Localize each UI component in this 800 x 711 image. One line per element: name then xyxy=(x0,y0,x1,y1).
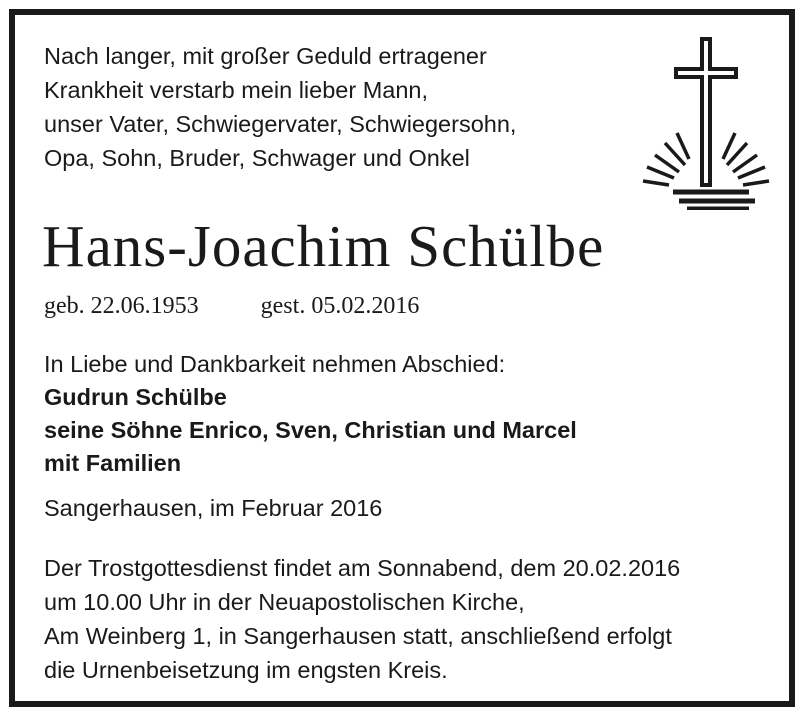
farewell-block xyxy=(44,348,577,480)
service-line: um 10.00 Uhr in der Neuapostolischen Kirche, xyxy=(44,589,525,615)
death-date: gest. 05.02.2016 xyxy=(260,293,420,319)
mourner-line: seine Söhne Enrico, Sven, Christian und Marcel xyxy=(44,417,577,443)
birth-date: geb. 22.06.1953 xyxy=(44,293,199,319)
intro-line: unser Vater, Schwiegervater, Schwiegersohn, xyxy=(44,111,517,137)
farewell-intro: In Liebe und Dankbarkeit nehmen Abschied: xyxy=(44,351,506,377)
service-line: Am Weinberg 1, in Sangerhausen statt, anschließend erfolgt xyxy=(44,623,672,649)
service-line: die Urnenbeisetzung im engsten Kreis. xyxy=(44,657,448,683)
obituary-notice xyxy=(9,9,795,707)
mourner-line: mit Familien xyxy=(44,450,182,476)
life-dates xyxy=(44,289,419,323)
intro-line: Krankheit verstarb mein lieber Mann, xyxy=(44,77,429,103)
intro-line: Nach langer, mit großer Geduld ertragener xyxy=(44,43,487,69)
place-date: Sangerhausen, im Februar 2016 xyxy=(44,495,383,521)
mourner-line: Gudrun Schülbe xyxy=(44,384,227,410)
service-info xyxy=(44,551,680,687)
deceased-name: Hans-Joachim Schülbe xyxy=(42,213,605,279)
service-line: Der Trostgottesdienst findet am Sonnabend, dem 20.02.2016 xyxy=(44,555,681,581)
intro-line: Opa, Sohn, Bruder, Schwager und Onkel xyxy=(44,145,470,171)
intro-text xyxy=(44,39,516,175)
new-apostolic-cross-sun-icon xyxy=(629,35,779,210)
